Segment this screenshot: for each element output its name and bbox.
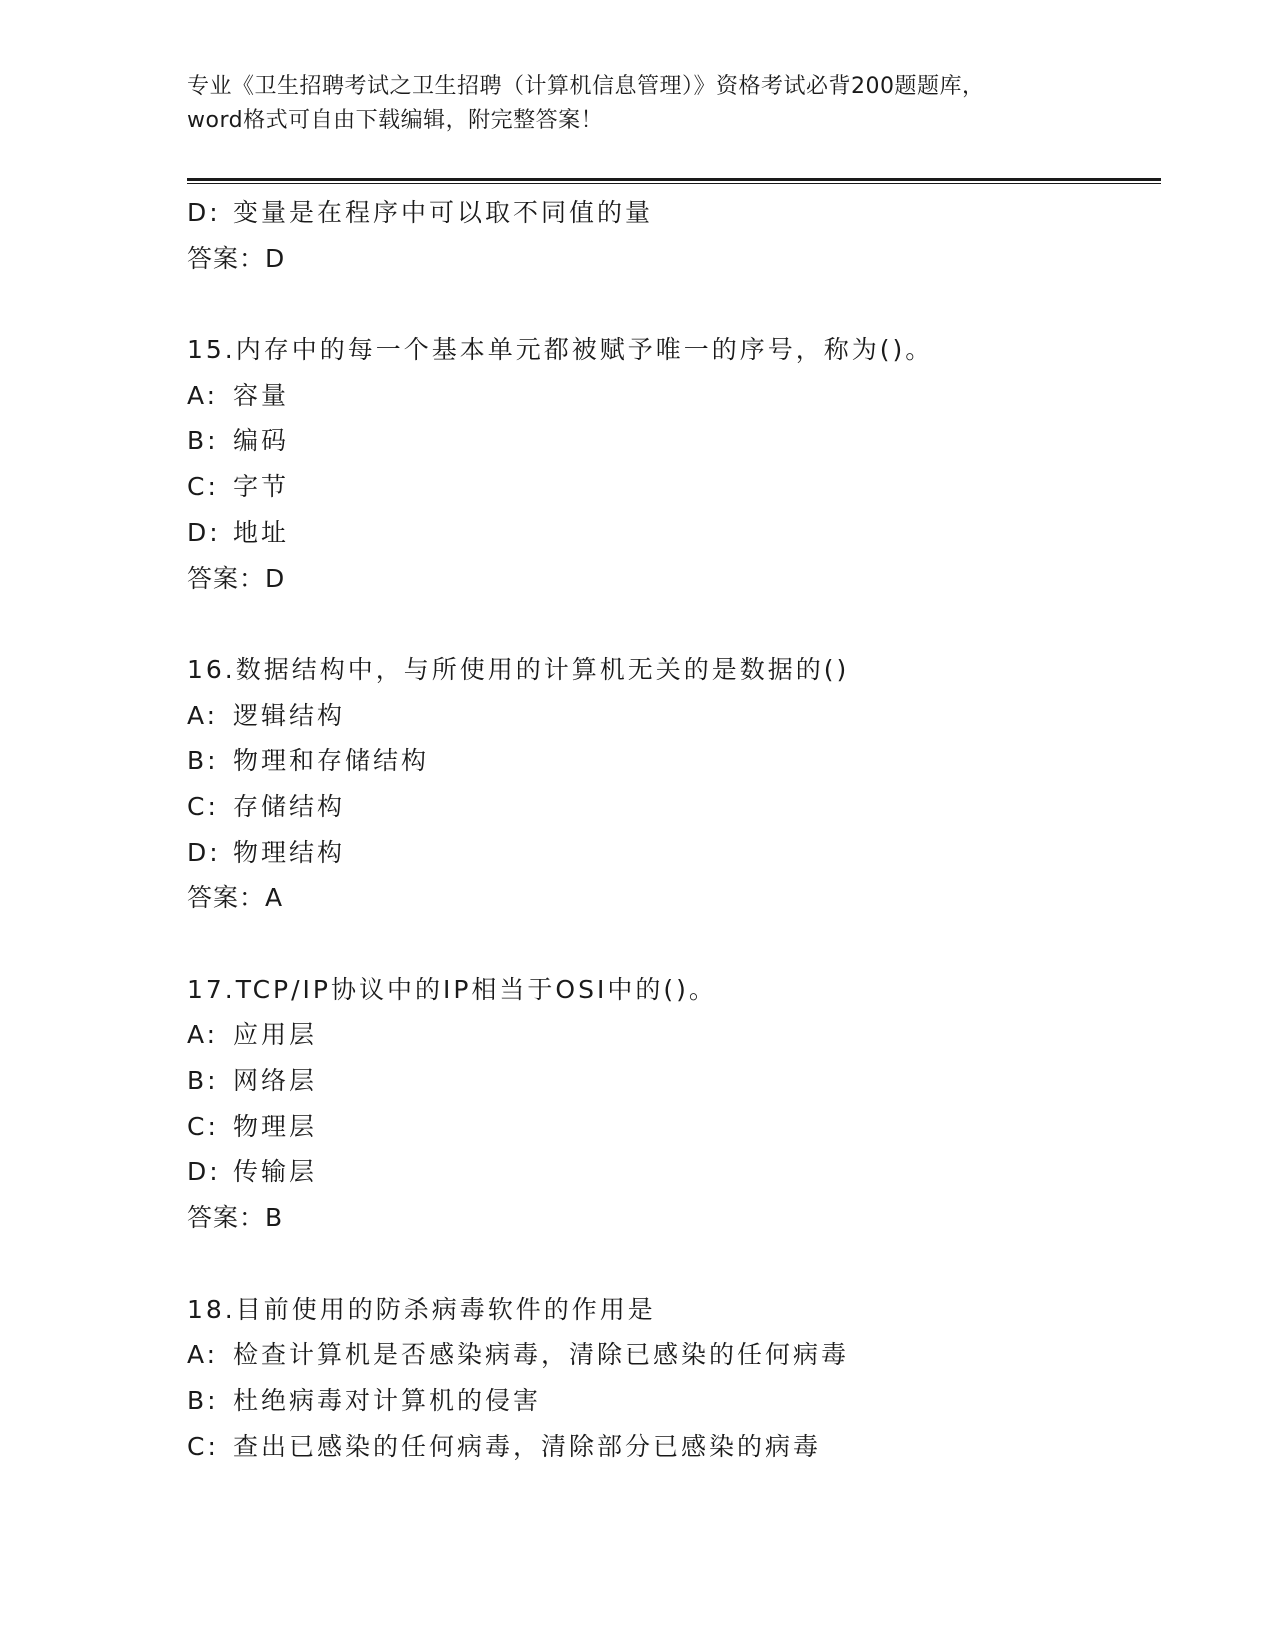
option-text: 存储结构 <box>233 791 346 821</box>
option-text: 容量 <box>233 380 290 410</box>
option-text: 查出已感染的任何病毒，清除部分已感染的病毒 <box>233 1431 822 1461</box>
option-letter: D: <box>187 517 221 547</box>
spacer <box>187 281 1161 327</box>
option-text: 物理和存储结构 <box>233 746 430 776</box>
option-d <box>187 510 1161 556</box>
option-c <box>187 1104 1161 1150</box>
option-text: 传输层 <box>233 1157 318 1187</box>
header-title-line-2: word格式可自由下载编辑，附完整答案！ <box>187 108 604 133</box>
spacer <box>187 601 1161 647</box>
option-text: 地址 <box>233 517 290 547</box>
option-letter: D: <box>187 198 221 227</box>
answer-line: 答案：D <box>187 563 286 593</box>
question-stem-15: 15.内存中的每一个基本单元都被赋予唯一的序号，称为()。 <box>187 335 934 365</box>
spacer <box>187 921 1161 967</box>
option-a <box>187 1012 1161 1058</box>
option-letter: A: <box>187 380 219 410</box>
option-a <box>187 693 1161 739</box>
option-d <box>187 1149 1161 1195</box>
header-divider-thick <box>187 178 1161 181</box>
option-letter: D: <box>187 1157 221 1187</box>
option-d <box>187 830 1161 876</box>
option-letter: A: <box>187 1020 219 1050</box>
option-letter: B: <box>187 1385 219 1415</box>
option-letter: A: <box>187 700 219 730</box>
option-letter: C: <box>187 791 219 821</box>
option-c <box>187 1424 1161 1470</box>
question-list <box>187 190 1161 1469</box>
option-letter: B: <box>187 426 219 456</box>
option-b <box>187 738 1161 784</box>
document-header <box>187 70 1087 138</box>
option-c <box>187 784 1161 830</box>
answer-line: 答案：D <box>187 243 286 273</box>
option-letter: D: <box>187 837 221 867</box>
header-divider-thin <box>187 183 1161 184</box>
option-letter: C: <box>187 472 219 502</box>
question-stem-17: 17.TCP/IP协议中的IP相当于OSI中的()。 <box>187 974 717 1004</box>
option-b <box>187 418 1161 464</box>
question-stem-16: 16.数据结构中，与所使用的计算机无关的是数据的() <box>187 654 850 684</box>
option-a <box>187 373 1161 419</box>
option-letter: C: <box>187 1111 219 1141</box>
option-text: 网络层 <box>233 1066 318 1096</box>
option-text: 物理结构 <box>233 837 346 867</box>
option-a <box>187 1332 1161 1378</box>
question-stem-18: 18.目前使用的防杀病毒软件的作用是 <box>187 1294 656 1324</box>
header-title-line-1: 专业《卫生招聘考试之卫生招聘（计算机信息管理）》资格考试必背200题题库， <box>187 74 985 99</box>
option-text: 逻辑结构 <box>233 700 346 730</box>
option-text: 变量是在程序中可以取不同值的量 <box>233 198 654 227</box>
option-letter: C: <box>187 1431 219 1461</box>
spacer <box>187 1241 1161 1287</box>
answer-line: 答案：A <box>187 883 284 913</box>
option-c <box>187 464 1161 510</box>
option-letter: B: <box>187 746 219 776</box>
option-text: 物理层 <box>233 1111 318 1141</box>
option-text: 编码 <box>233 426 290 456</box>
option-b <box>187 1378 1161 1424</box>
option-letter: A: <box>187 1340 219 1370</box>
option-text: 检查计算机是否感染病毒，清除已感染的任何病毒 <box>233 1340 850 1370</box>
option-text: 应用层 <box>233 1020 318 1050</box>
answer-line: 答案：B <box>187 1203 284 1233</box>
option-d <box>187 190 1161 236</box>
option-text: 字节 <box>233 472 290 502</box>
option-text: 杜绝病毒对计算机的侵害 <box>233 1385 542 1415</box>
option-letter: B: <box>187 1066 219 1096</box>
option-b <box>187 1058 1161 1104</box>
